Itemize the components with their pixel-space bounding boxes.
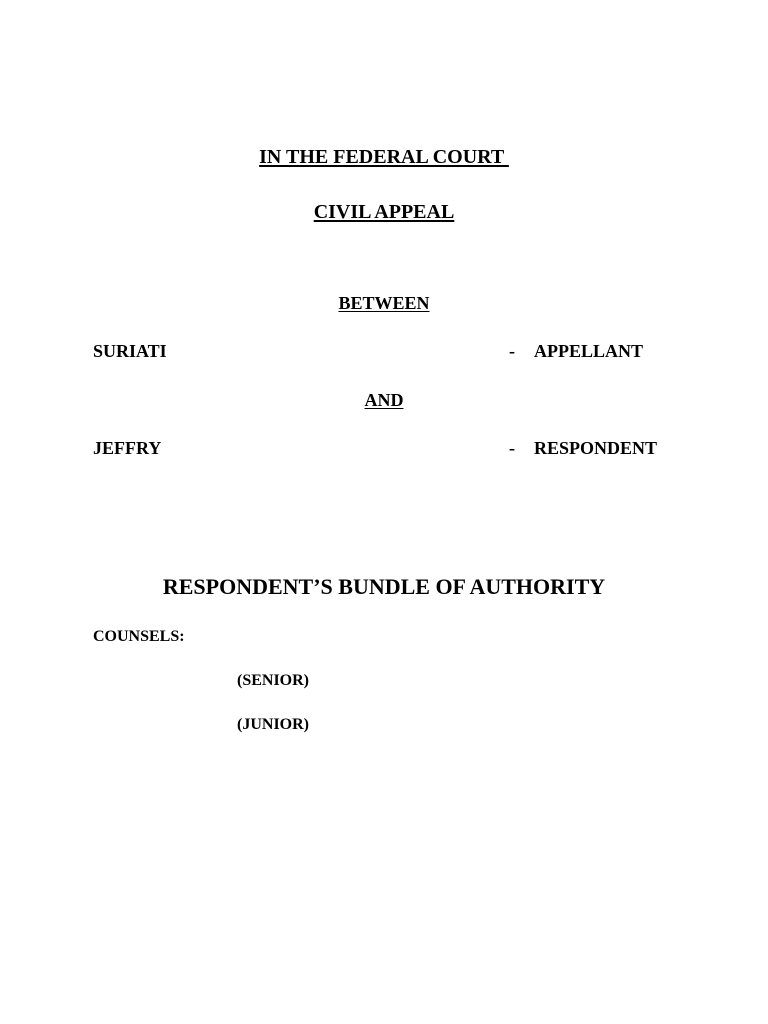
respondent-row (0, 438, 768, 462)
document-title: RESPONDENT’S BUNDLE OF AUTHORITY (162, 574, 606, 599)
appellant-row (0, 341, 768, 365)
junior-counsel: (JUNIOR) (237, 716, 309, 733)
counsels-label: COUNSELS: (93, 628, 185, 645)
respondent-dash: - (509, 438, 515, 458)
appellant-name: SURIATI (93, 341, 167, 361)
senior-counsel: (SENIOR) (237, 672, 310, 689)
between-label: BETWEEN (338, 293, 430, 313)
court-heading: IN THE FEDERAL COURT (259, 146, 509, 168)
and-label: AND (364, 390, 404, 410)
case-type: CIVIL APPEAL (313, 201, 455, 223)
appellant-dash: - (509, 341, 515, 361)
respondent-name: JEFFRY (93, 438, 162, 458)
respondent-role: RESPONDENT (534, 438, 658, 458)
appellant-role: APPELLANT (534, 341, 644, 361)
